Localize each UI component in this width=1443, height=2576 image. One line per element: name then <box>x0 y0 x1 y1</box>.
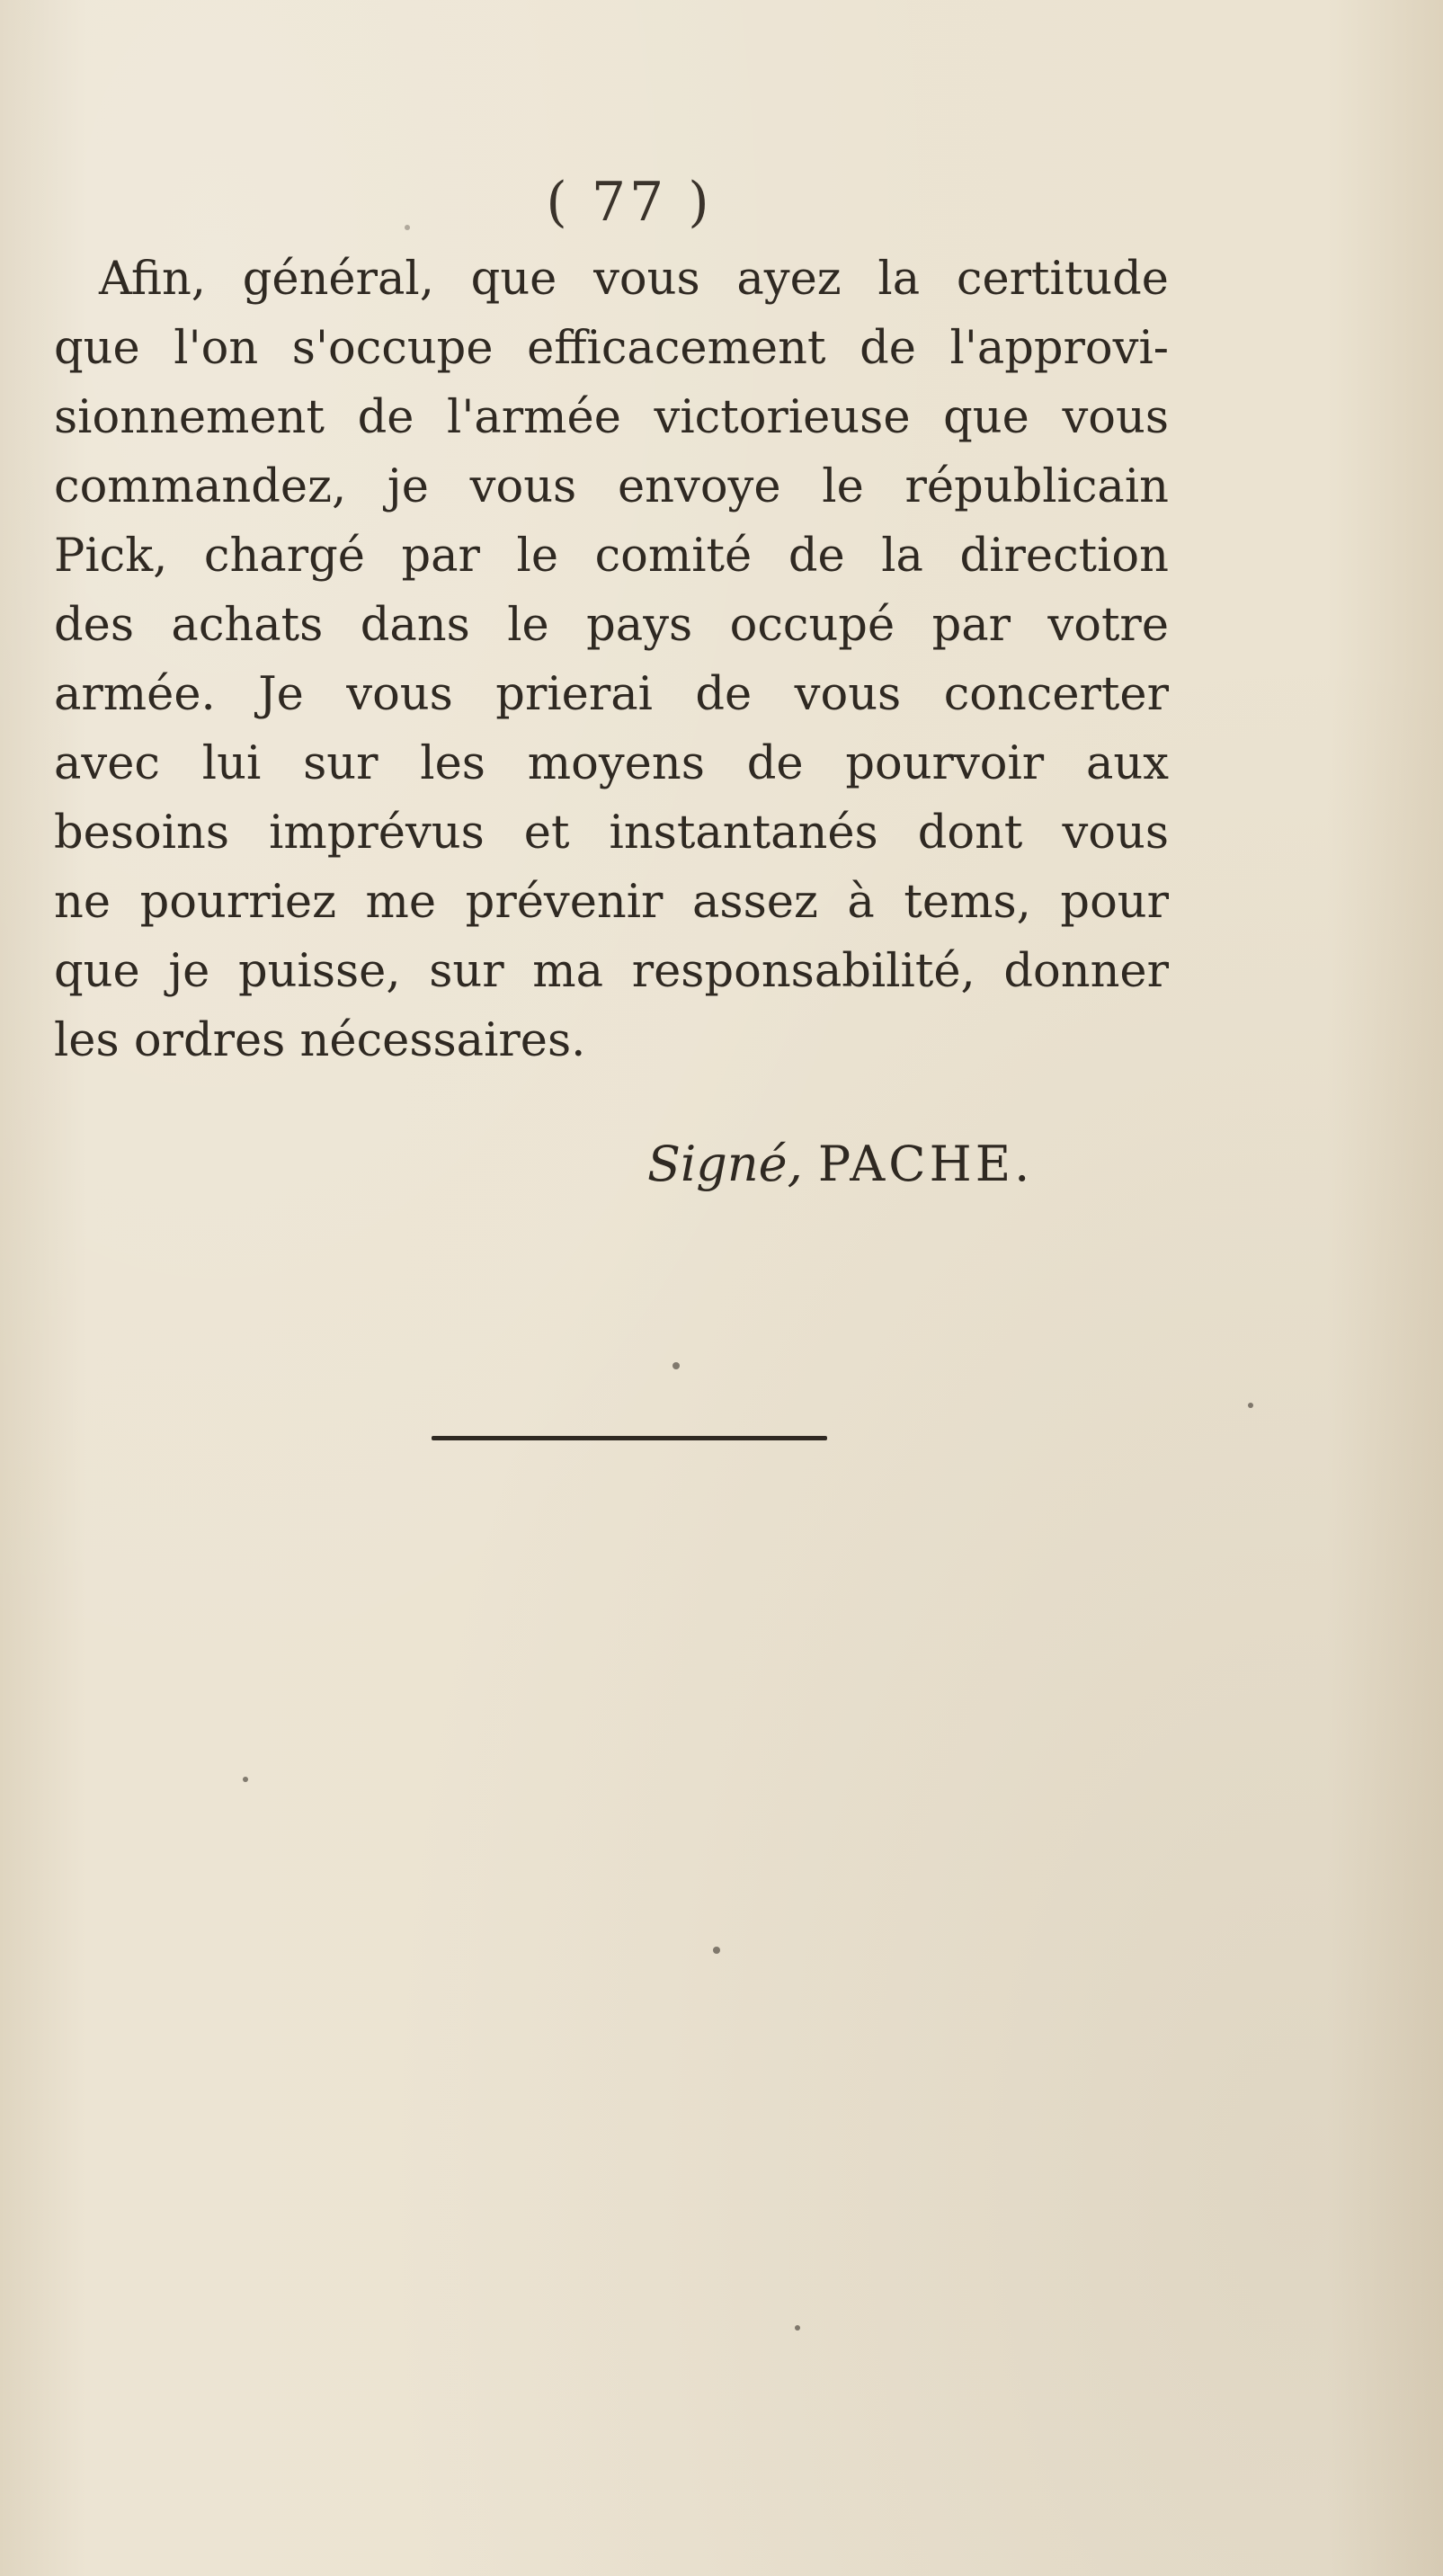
section-divider-rule <box>432 1436 827 1440</box>
text-line: avec lui sur les moyens de pourvoir aux <box>54 737 1169 790</box>
ink-speck <box>405 225 410 230</box>
letter-paragraph <box>54 245 1169 1075</box>
text-line: que je puisse, sur ma responsabilité, donner <box>54 945 1169 998</box>
ink-speck <box>1248 1403 1253 1408</box>
text-line: ne pourriez me prévenir assez à tems, pour <box>54 876 1169 929</box>
signature <box>647 1128 1033 1200</box>
ink-speck <box>673 1362 680 1369</box>
ink-speck <box>243 1777 248 1782</box>
text-line: des achats dans le pays occupé par votre <box>54 599 1169 652</box>
text-line: commandez, je vous envoye le républicain <box>54 460 1169 513</box>
ink-speck <box>713 1947 720 1954</box>
text-line: armée. Je vous prierai de vous concerter <box>54 668 1169 721</box>
ink-speck <box>795 2325 800 2331</box>
text-line: que l'on s'occupe efficacement de l'approvi- <box>54 322 1169 375</box>
text-line: besoins imprévus et instantanés dont vous <box>54 807 1169 860</box>
text-line: les ordres nécessaires. <box>54 1014 586 1067</box>
page-number: ( 77 ) <box>546 171 713 234</box>
signature-name: PACHE. <box>817 1136 1034 1192</box>
text-line: sionnement de l'armée victorieuse que vous <box>54 391 1169 444</box>
signature-label: Signé, <box>647 1136 803 1192</box>
text-line: Pick, chargé par le comité de la direction <box>54 530 1169 583</box>
text-line: Afin, général, que vous ayez la certitude <box>99 253 1169 306</box>
